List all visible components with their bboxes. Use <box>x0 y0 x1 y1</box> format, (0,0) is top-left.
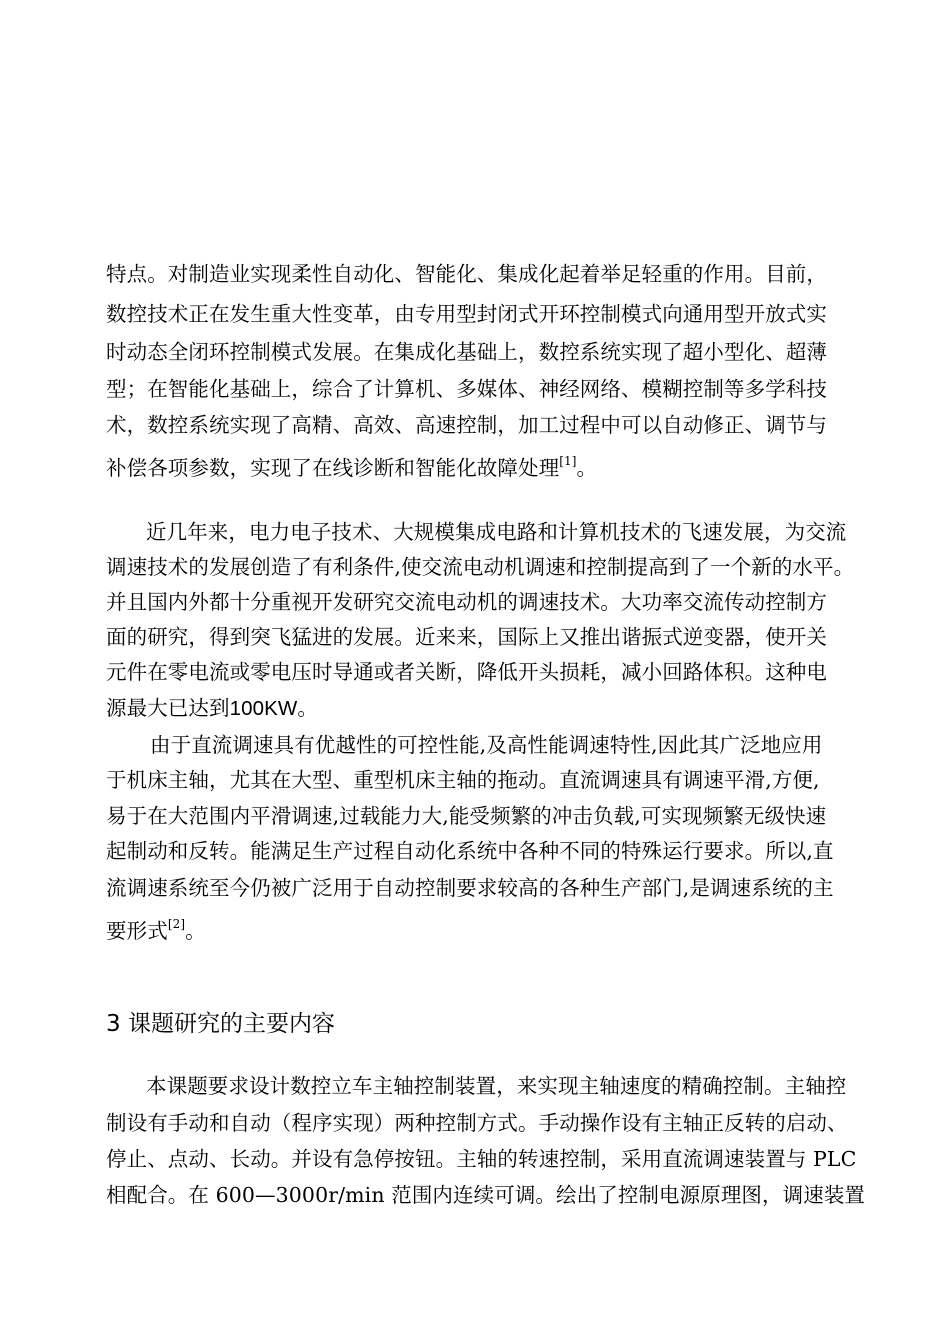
citation-1: [1] <box>559 454 577 468</box>
paragraph-2-last-text: 源最大已达到 <box>106 696 230 720</box>
section-3-line-4: 相配合。在 600—3000r/min 范围内连续可调。绘出了控制电源原理图，调速装置 <box>106 1183 866 1207</box>
section-3-line-2: 制设有手动和自动（程序实现）两种控制方式。手动操作设有主轴正反转的启动、 <box>106 1111 848 1135</box>
section-3-heading: 3 课题研究的主要内容 <box>106 1011 335 1037</box>
paragraph-3-last-text: 要形式 <box>106 919 168 943</box>
section-3-line-3: 停止、点动、长动。并设有急停按钮。主轴的转速控制，采用直流调速装置与 PLC <box>106 1147 857 1171</box>
paragraph-1-line-3: 时动态全闭环控制模式发展。在集成化基础上，数控系统实现了超小型化、超薄 <box>106 340 827 364</box>
paragraph-2-line-6 <box>106 696 318 721</box>
paragraph-3-line-2: 于机床主轴，尤其在大型、重型机床主轴的拖动。直流调速具有调速平滑,方便, <box>106 768 820 792</box>
paragraph-1-line-6 <box>106 456 597 480</box>
paragraph-2-line-2: 调速技术的发展创造了有利条件,使交流电动机调速和控制提高到了一个新的水平。 <box>106 555 855 579</box>
paragraph-1-line-4: 型；在智能化基础上，综合了计算机、多媒体、神经网络、模糊控制等多学科技 <box>106 377 827 401</box>
section-3-line-1: 本课题要求设计数控立车主轴控制装置，来实现主轴速度的精确控制。主轴控 <box>146 1074 847 1098</box>
paragraph-1-line-1: 特点。对制造业实现柔性自动化、智能化、集成化起着举足轻重的作用。目前， <box>106 262 827 286</box>
paragraph-1-last-text: 补偿各项参数，实现了在线诊断和智能化故障处理 <box>106 456 560 480</box>
power-value: 100KW <box>229 697 298 720</box>
paragraph-3-line-4: 起制动和反转。能满足生产过程自动化系统中各种不同的特殊运行要求。所以,直 <box>106 839 834 863</box>
paragraph-2-line-5: 元件在零电流或零电压时导通或者关断，降低开头损耗，减小回路体积。这种电 <box>106 660 827 684</box>
paragraph-3-line-6 <box>106 919 206 943</box>
paragraph-1-line-5: 术，数控系统实现了高精、高效、高速控制，加工过程中可以自动修正、调节与 <box>106 413 827 437</box>
paragraph-2-line-3: 并且国内外都十分重视开发研究交流电动机的调速技术。大功率交流传动控制方 <box>106 590 827 614</box>
paragraph-2-line-1: 近几年来，电力电子技术、大规模集成电路和计算机技术的飞速发展，为交流 <box>146 520 847 544</box>
paragraph-2-line-4: 面的研究，得到突飞猛进的发展。近来来，国际上又推出谐振式逆变器，使开关 <box>106 625 827 649</box>
citation-2: [2] <box>167 917 186 931</box>
paragraph-3-line-5: 流调速系统至今仍被广泛用于自动控制要求较高的各种生产部门,是调速系统的主 <box>106 876 834 900</box>
paragraph-1-end-mark: 。 <box>576 456 598 480</box>
paragraph-2-end-mark: 。 <box>297 696 318 720</box>
paragraph-3-line-3: 易于在大范围内平滑调速,过载能力大,能受频繁的冲击负载,可实现频繁无级快速 <box>106 804 827 828</box>
paragraph-1-line-2: 数控技术正在发生重大性变革，由专用型封闭式开环控制模式向通用型开放式实 <box>106 302 827 326</box>
paragraph-3-line-1: 由于直流调速具有优越性的可控性能,及高性能调速特性,因此其广泛地应用 <box>150 733 823 757</box>
paragraph-3-end-mark: 。 <box>185 919 206 943</box>
